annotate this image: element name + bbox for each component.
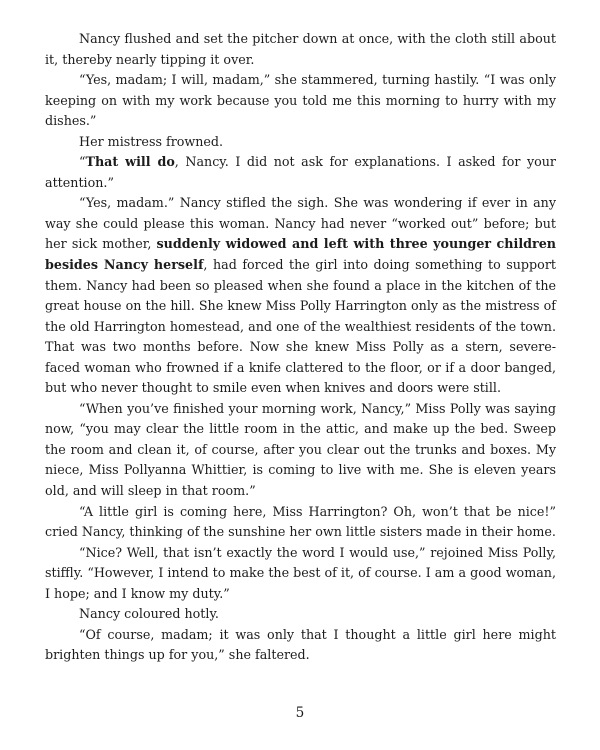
paragraph [45, 399, 556, 502]
paragraph [45, 70, 556, 132]
text-run: Her mistress frowned. [79, 133, 224, 149]
text-run: , had forced the girl into doing something to support them. Nancy had been so pleased when she found a place in the kitchen of the great house on the hill. She knew Miss Polly Harrington only as the mistress of the old Harrington homestead, and one of the wealthiest residents of the town. That was two months before. Now she knew Miss Polly as a stern, severe-faced woman who frowned if a knife clattered to the floor, or if a door banged, but who never thought to smile even when knives and doors were still. [45, 257, 556, 396]
text-run: “Nice? Well, that isn’t exactly the word I would use,” rejoined Miss Polly, stiffly. “However, I intend to make the best of it, of course. I am a good woman, I hope; and I know my duty.” [45, 544, 556, 601]
text-run: , Nancy. I did not ask for explanations. I asked for your attention.” [45, 154, 556, 190]
text-run: “Of course, madam; it was only that I thought a little girl here might brighten things up for you,” she faltered. [45, 626, 556, 663]
text-run: Nancy flushed and set the pitcher down at once, with the cloth still about it, thereby nearly tipping it over. [45, 31, 556, 67]
paragraph [45, 604, 556, 625]
text-run: “When you’ve finished your morning work, Nancy,” Miss Polly was saying now, “you may clear the little room in the attic, and make up the bed. Sweep the room and clean it, of course, after you clear out the trunks and boxes. My niece, Miss Pollyanna Whittier, is coming to live with me. She is eleven years old, and will sleep in that room.” [45, 400, 556, 499]
paragraph [45, 502, 556, 543]
paragraph [45, 152, 556, 193]
text-run: “ [79, 154, 86, 170]
paragraph [45, 625, 556, 666]
page-number: 5 [295, 705, 305, 721]
paragraph [45, 29, 556, 70]
text-run: “Yes, madam.” Nancy stifled the sigh. She was wondering if ever in any way she could please this woman. Nancy had never “worked out” before; but her sick mother, [45, 195, 556, 252]
text-run: Nancy coloured hotly. [79, 606, 219, 622]
text-run: “A little girl is coming here, Miss Harrington? Oh, won’t that be nice!” cried Nancy, thinking of the sunshine her own little sisters made in their home. [45, 503, 556, 540]
bold-phrase: suddenly widowed and left with three younger children besides Nancy herself [45, 236, 556, 273]
paragraph [45, 543, 556, 605]
bold-phrase: That will do [85, 154, 175, 170]
paragraph [45, 132, 556, 153]
text-run: “Yes, madam; I will, madam,” she stammered, turning hastily. “I was only keeping on with my work because you told me this morning to hurry with my dishes.” [45, 72, 556, 129]
page-body-text [45, 29, 556, 666]
paragraph [45, 193, 556, 398]
